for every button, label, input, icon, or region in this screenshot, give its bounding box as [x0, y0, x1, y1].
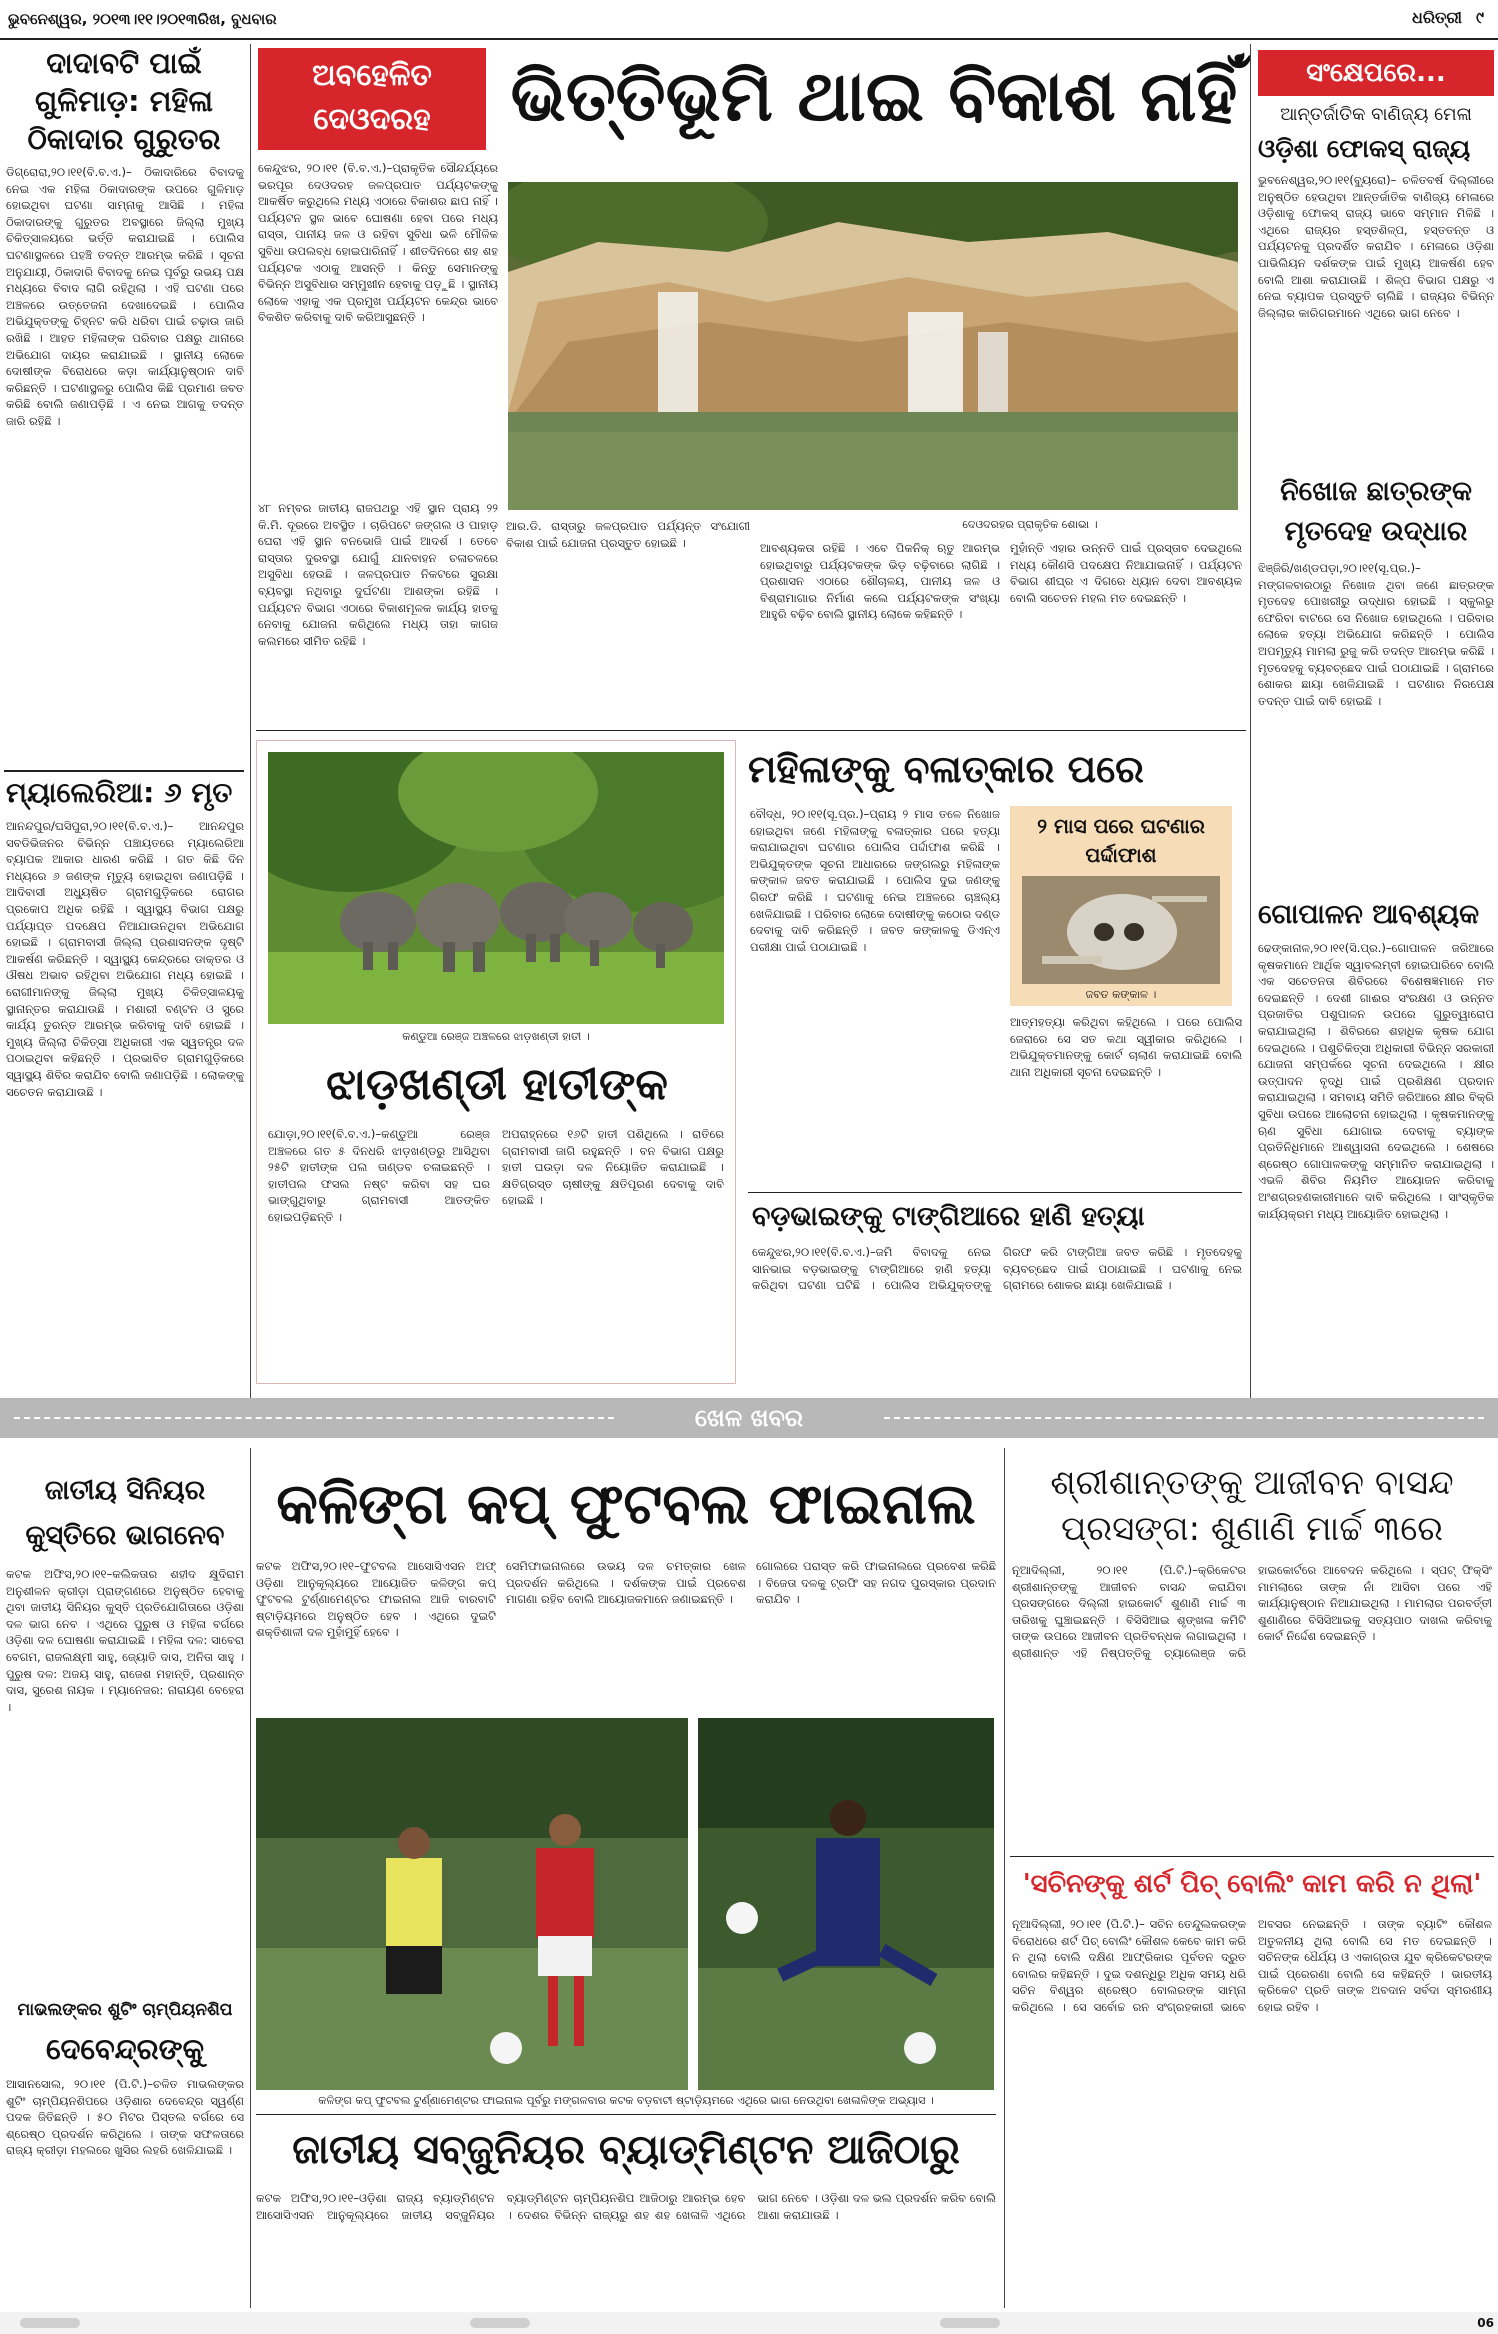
- wrestling-body: କଟକ ଅଫିସ,୨୦।୧୧–କଲିକତାର ଶହୀଦ କ୍ଷୁଦିରାମ ଅନୁଶୀଳନ କ୍ରୀଡ଼ା ପ୍ରାଙ୍ଗଣରେ ଅନୁଷ୍ଠିତ ହେବାକୁ ଥିବା ଜାତୀୟ ସିନିୟର କୁସ୍ତି ପ୍ରତିଯୋଗିତାରେ ଓଡ଼ିଶା ଦଳ ଭାଗ ନେବ । ଏଥିରେ ପୁରୁଷ ଓ ମହିଳା ବର୍ଗରେ ଓଡ଼ିଶା ଦଳ ଘୋଷଣା କରାଯାଇଛି । ମହିଳା ଦଳ: ସାବେରା ବେଗମ, ରାଜଲକ୍ଷ୍ମୀ ସାହୁ, ଜ୍ୟୋତି ଦାସ, ଅନିତା ସାହୁ । ପୁରୁଷ ଦଳ: ଅଜୟ ସାହୁ, ରାଜେଶ ମହାନ୍ତି, ପ୍ରଶାନ୍ତ ଦାସ, ସୁରେଶ ନାୟକ । ମ୍ୟାନେଜର: ନାରାୟଣ ବେହେରା ।: [6, 1567, 244, 1714]
- elephant-image: [268, 752, 724, 1024]
- elephant-caption: କଣ୍ଡୁଆ ରେଞ୍ଜ ଅଞ୍ଚଳରେ ଝାଡ଼ଖଣ୍ଡୀ ହାତୀ ।: [402, 1030, 590, 1043]
- sports-right-separator: [1004, 1448, 1005, 2308]
- malaria-body: ଆନନ୍ଦପୁର/ଘସିପୁରା,୨୦।୧୧(ବି.ବ.ଏ.)– ଆନନ୍ଦପୁର ସବଡିଭିଜନର ବିଭିନ୍ନ ପଞ୍ଚାୟତରେ ମ୍ୟାଲେରିଆ ବ୍ୟାପକ ଆକାର ଧାରଣ କରିଛି । ଗତ କିଛି ଦିନ ମଧ୍ୟରେ ୬ ଜଣଙ୍କ ମୃତ୍ୟୁ ହୋଇଥିବା ଜଣାପଡ଼ିଛି । ଆଦିବାସୀ ଅଧ୍ୟୁଷିତ ଗ୍ରାମଗୁଡ଼ିକରେ ରୋଗର ପ୍ରକୋପ ଅଧିକ ରହିଛି । ସ୍ୱାସ୍ଥ୍ୟ ବିଭାଗ ପକ୍ଷରୁ ପର୍ଯ୍ୟାପ୍ତ ପଦକ୍ଷେପ ନିଆଯାଉନଥିବା ଅଭିଯୋଗ ହୋଇଛି । ଗ୍ରାମବାସୀ ଜିଲ୍ଲା ପ୍ରଶାସନଙ୍କ ଦୃଷ୍ଟି ଆକର୍ଷଣ କରିଛନ୍ତି । ସ୍ୱାସ୍ଥ୍ୟ କେନ୍ଦ୍ରରେ ଡାକ୍ତର ଓ ଔଷଧ ଅଭାବ ରହିଥିବା ଅଭିଯୋଗ ମଧ୍ୟ ହୋଇଛି । ରୋଗୀମାନଙ୍କୁ ଜିଲ୍ଲା ମୁଖ୍ୟ ଚିକିତ୍ସାଳୟକୁ ସ୍ଥାନାନ୍ତର କରାଯାଉଛି । ମଶାରୀ ବଣ୍ଟନ ଓ ସ୍ପ୍ରେ କାର୍ଯ୍ୟ ତୁରନ୍ତ ଆରମ୍ଭ କରିବାକୁ ଦାବି ହୋଇଛି । ମୁଖ୍ୟ ଜିଲ୍ଲା ଚିକିତ୍ସା ଅଧିକାରୀ ଏକ ସ୍ୱତନ୍ତ୍ର ଦଳ ପଠାଇଥିବା କହିଛନ୍ତି । ପ୍ରଭାବିତ ଗ୍ରାମଗୁଡ଼ିକରେ ସ୍ୱାସ୍ଥ୍ୟ ଶିବିର କରାଯିବ ବୋଲି ଜଣାପଡ଼ିଛି । ଲୋକଙ୍କୁ ସଚେତନ କରାଯାଉଛି ।: [6, 819, 244, 1099]
- sports-left-separator: [250, 1448, 251, 2308]
- sports-banner-dash-left: [14, 1417, 614, 1419]
- football-photo-left: [256, 1718, 688, 2090]
- footer-page-number: 06: [1477, 2316, 1494, 2330]
- footer-tab-2: [470, 2318, 530, 2328]
- masthead-rule: [0, 38, 1498, 40]
- badminton-body: କଟକ ଅଫିସ,୨୦।୧୧–ଓଡ଼ିଶା ରାଜ୍ୟ ବ୍ୟାଡ୍ମିଣ୍ଟନ ଆସୋସିଏସନ ଆନୁକୂଲ୍ୟରେ ଜାତୀୟ ସବ୍‌ଜୁନିୟର ବ୍ୟାଡ୍ମିଣ୍ଟନ ଚାମ୍ପିୟନଶିପ ଆଜିଠାରୁ ଆରମ୍ଭ ହେବ । ଦେଶର ବିଭିନ୍ନ ରାଜ୍ୟରୁ ଶହ ଶହ ଖେଳାଳି ଏଥିରେ ଭାଗ ନେବେ । ଓଡ଼ିଶା ଦଳ ଭଲ ପ୍ରଦର୍ଶନ କରିବ ବୋଲି ଆଶା କରାଯାଉଛି ।: [256, 2191, 996, 2222]
- missing-student-headline: ନିଖୋଜ ଛାତ୍ରଙ୍କ ମୃତଦେହ ଉଦ୍ଧାର: [1280, 476, 1472, 547]
- sreesanth-headline: ଶ୍ରୀଶାନ୍ତଙ୍କୁ ଆଜୀବନ ବାସନ୍ଦ ପ୍ରସଙ୍ଗ: ଶୁଣାଣି ମାର୍ଚ୍ଚ ୩ରେ: [1050, 1463, 1454, 1549]
- rape-body-col2: ଆତ୍ମହତ୍ୟା କରିଥିବା କହିଥିଲେ । ପରେ ପୋଲିସ ଜେରାରେ ସେ ସତ କଥା ସ୍ୱୀକାର କରିଥିଲେ । ଅଭିଯୁକ୍ତମାନଙ୍କୁ କୋର୍ଟ ଚାଲାଣ କରାଯାଇଛି ବୋଲି ଥାନା ଅଧିକାରୀ ସୂଚନା ଦେଇଛନ୍ତି ।: [1010, 1015, 1242, 1079]
- sports-banner-text: ଖେଳ ଖବର: [694, 1404, 804, 1432]
- rape-inset: [1010, 806, 1232, 1006]
- odisha-focus-headline: ଓଡ଼ିଶା ଫୋକସ୍ ରାଜ୍ୟ: [1258, 134, 1471, 163]
- lead-bottom-rule: [256, 730, 1246, 731]
- malaria-headline: ମ୍ୟାଲେରିଆ: ୬ ମୃତ: [6, 776, 233, 809]
- kalinga-body-col3: ଗୋଲରେ ପରାସ୍ତ କରି ଫାଇନାଲରେ ପ୍ରବେଶ କରିଛି । ବିଜେତା ଦଳକୁ ଟ୍ରଫି ସହ ନଗଦ ପୁରସ୍କାର ପ୍ରଦାନ କରାଯିବ ।: [756, 1559, 996, 1607]
- page-number-top: ୯: [1476, 8, 1484, 27]
- sreesanth-body: ନୂଆଦିଲ୍ଲୀ, ୨୦।୧୧ (ପି.ଟି.)–କ୍ରିକେଟର ଶ୍ରୀଶାନ୍ତଙ୍କୁ ଆଜୀବନ ବାସନ୍ଦ କରାଯିବା ପ୍ରସଙ୍ଗରେ ଦିଲ୍ଲୀ ହାଇକୋର୍ଟ ଶୁଣାଣି ମାର୍ଚ୍ଚ ୩ ତାରିଖକୁ ଘୁଞ୍ଚାଇଛନ୍ତି । ବିସିସିଆଇ ଶୃଙ୍ଖଳା କମିଟି ତାଙ୍କ ଉପରେ ଆଜୀବନ ପ୍ରତିବନ୍ଧକ ଲଗାଇଥିଲା । ଶ୍ରୀଶାନ୍ତ ଏହି ନିଷ୍ପତ୍ତିକୁ ଚ୍ୟାଲେଞ୍ଜ କରି ହାଇକୋର୍ଟରେ ଆବେଦନ କରିଥିଲେ । ସ୍ପଟ୍ ଫିକ୍ସିଂ ମାମଲାରେ ତାଙ୍କ ନାଁ ଆସିବା ପରେ ଏହି କାର୍ଯ୍ୟାନୁଷ୍ଠାନ ନିଆଯାଇଥିଲା । ମାମଲାର ପରବର୍ତ୍ତୀ ଶୁଣାଣିରେ ବିସିସିଆଇକୁ ସତ୍ୟପାଠ ଦାଖଲ କରିବାକୁ କୋର୍ଟ ନିର୍ଦ୍ଦେଶ ଦେଇଛନ୍ତି ।: [1012, 1563, 1492, 1660]
- badminton-headline: ଜାତୀୟ ସବ୍‌ଜୁନିୟର ବ୍ୟାଡ୍ମିଣ୍ଟନ ଆଜିଠାରୁ: [292, 2127, 960, 2173]
- lead-kicker-box: [258, 48, 486, 150]
- footer-tab-3: [940, 2318, 1000, 2328]
- left-top-headline: ଦାଦାବଟି ପାଇଁ ଗୁଳିମାଡ଼: ମହିଳା ଠିକାଦାର ଗୁରୁତର: [27, 46, 221, 156]
- cow-rearing-body: ଢେଙ୍କାନାଳ,୨୦।୧୧(ସି.ପ୍ର.)–ଗୋପାଳନ ଜରିଆରେ କୃଷକମାନେ ଆର୍ଥିକ ସ୍ୱାବଲମ୍ବୀ ହୋଇପାରିବେ ବୋଲି ଏକ ସଚେତନତା ଶିବିରରେ ବିଶେଷଜ୍ଞମାନେ ମତ ଦେଇଛନ୍ତି । ଦେଶୀ ଗାଈର ସଂରକ୍ଷଣ ଓ ଉନ୍ନତ ପ୍ରଜାତିର ପଶୁପାଳନ ଉପରେ ଗୁରୁତ୍ୱାରୋପ କରାଯାଇଥିଲା । ଶିବିରରେ ଶହାଧିକ କୃଷକ ଯୋଗ ଦେଇଥିଲେ । ପଶୁଚିକିତ୍ସା ଅଧିକାରୀ ବିଭିନ୍ନ ସରକାରୀ ଯୋଜନା ସମ୍ପର୍କରେ ସୂଚନା ଦେଇଥିଲେ । କ୍ଷୀର ଉତ୍ପାଦନ ବୃଦ୍ଧି ପାଇଁ ପ୍ରଶିକ୍ଷଣ ପ୍ରଦାନ କରାଯାଇଥିଲା । ସମବାୟ ସମିତି ଜରିଆରେ କ୍ଷୀର ବିକ୍ରି ସୁବିଧା ଉପରେ ଆଲୋଚନା ହୋଇଥିଲା । କୃଷକମାନଙ୍କୁ ଋଣ ସୁବିଧା ଯୋଗାଇ ଦେବାକୁ ବ୍ୟାଙ୍କ ପ୍ରତିନିଧିମାନେ ଆଶ୍ୱାସନା ଦେଇଥିଲେ । ଶେଷରେ ଶ୍ରେଷ୍ଠ ଗୋପାଳକଙ୍କୁ ସମ୍ମାନିତ କରାଯାଇଥିଲା । ଏଭଳି ଶିବିର ନିୟମିତ ଆୟୋଜନ କରିବାକୁ ଅଂଶଗ୍ରହଣକାରୀମାନେ ଦାବି କରିଥିଲେ । ସାଂସ୍କୃତିକ କାର୍ଯ୍ୟକ୍ରମ ମଧ୍ୟ ଆୟୋଜିତ ହୋଇଥିଲା ।: [1258, 941, 1494, 1221]
- football-caption: କଳିଙ୍ଗ କପ୍ ଫୁଟବଲ ଟୁର୍ଣ୍ଣାମେଣ୍ଟର ଫାଇନାଲ ପୂର୍ବରୁ ମଙ୍ଗଳବାର କଟକ ବଡ଼ବାଟୀ ଷ୍ଟାଡ଼ିୟମରେ ଏଥିରେ ଭାଗ ନେଉଥିବା ଖେଳାଳିଙ୍କ ଅଭ୍ୟାସ ।: [318, 2094, 934, 2107]
- elephant-headline: ଝାଡ଼ଖଣ୍ଡୀ ହାତୀଙ୍କ: [326, 1059, 668, 1110]
- lead-body-col3: ଆବଶ୍ୟକତା ରହିଛି । ଏବେ ପିକନିକ୍ ଋତୁ ଆରମ୍ଭ ହୋଇଥିବାରୁ ପର୍ଯ୍ୟଟକଙ୍କ ଭିଡ଼ ବଢ଼ିବାରେ ଲାଗିଛି । ପ୍ରଶାସନ ଏଠାରେ ଶୌଚାଳୟ, ପାନୀୟ ଜଳ ଓ ବିଶ୍ରାମାଗାର ନିର୍ମାଣ କଲେ ପର୍ଯ୍ୟଟକଙ୍କ ସଂଖ୍ୟା ଆହୁରି ବଢ଼ିବ ବୋଲି ସ୍ଥାନୀୟ ଲୋକେ କହିଛନ୍ତି ।: [760, 541, 1000, 622]
- waterfall-caption: ଦେଓଦରହର ପ୍ରାକୃତିକ ଶୋଭା ।: [962, 518, 1098, 531]
- lead-body-col4: ମୁହାଁନ୍ତି ଏହାର ଉନ୍ନତି ପାଇଁ ପ୍ରସ୍ତାବ ଦେଇଥିଲେ ମଧ୍ୟ କୌଣସି ପଦକ୍ଷେପ ନିଆଯାଇନାହିଁ । ପର୍ଯ୍ୟଟନ ବିଭାଗ ଶୀଘ୍ର ଏ ଦିଗରେ ଧ୍ୟାନ ଦେବା ଆବଶ୍ୟକ ବୋଲି ସଚେତନ ମହଲ ମତ ଦେଇଛନ୍ତି ।: [1010, 541, 1242, 605]
- right-col-separator: [1250, 44, 1251, 1398]
- sachin-body: ନୂଆଦିଲ୍ଲୀ, ୨୦।୧୧ (ପି.ଟି.)– ସଚିନ ତେନ୍ଦୁଲକରଙ୍କ ବିରୋଧରେ ଶର୍ଟ ପିଚ୍ ବୋଲିଂ କୌଶଳ କେବେ କାମ କରି ନ ଥିଲା ବୋଲି ଦକ୍ଷିଣ ଆଫ୍ରିକାର ପୂର୍ବତନ ଦ୍ରୁତ ବୋଲର କହିଛନ୍ତି । ଦୁଇ ଦଶନ୍ଧିରୁ ଅଧିକ ସମୟ ଧରି ସଚିନ ବିଶ୍ୱର ଶ୍ରେଷ୍ଠ ବୋଲରଙ୍କ ସାମ୍ନା କରିଥିଲେ । ସେ ସର୍ବୋଚ୍ଚ ରନ ସଂଗ୍ରହକାରୀ ଭାବେ ଅବସର ନେଇଛନ୍ତି । ତାଙ୍କ ବ୍ୟାଟିଂ କୌଶଳ ଅତୁଳନୀୟ ଥିଲା ବୋଲି ସେ ମତ ଦେଇଛନ୍ତି । ସଚିନଙ୍କ ଧୈର୍ଯ୍ୟ ଓ ଏକାଗ୍ରତା ଯୁବ କ୍ରିକେଟରଙ୍କ ପାଇଁ ପ୍ରେରଣା ବୋଲି ସେ କହିଛନ୍ତି । ଭାରତୀୟ କ୍ରିକେଟ ପ୍ରତି ତାଙ୍କ ଅବଦାନ ସର୍ବଦା ସ୍ମରଣୀୟ ହୋଇ ରହିବ ।: [1012, 1917, 1492, 2014]
- skull-photo: [1022, 876, 1220, 984]
- shooting-headline: ଦେବେନ୍ଦ୍ରଙ୍କୁ: [45, 2032, 205, 2066]
- lead-body-col1: କେନ୍ଦୁଝର, ୨୦।୧୧ (ବି.ବ.ଏ.)–ପ୍ରାକୃତିକ ସୌନ୍ଦର୍ଯ୍ୟରେ ଭରପୂର ଦେଓଦରହ ଜଳପ୍ରପାତ ପର୍ଯ୍ୟଟକଙ୍କୁ ଆକର୍ଷିତ କରୁଥିଲେ ମଧ୍ୟ ଏଠାରେ ବିକାଶର ଛାପ ନାହିଁ । ପର୍ଯ୍ୟଟନ ସ୍ଥଳ ଭାବେ ଘୋଷଣା ହେବା ପରେ ମଧ୍ୟ ରାସ୍ତା, ପାନୀୟ ଜଳ ଓ ରହିବା ସୁବିଧା ଭଳି ମୌଳିକ ସୁବିଧା ଉପଲବ୍ଧ ହୋଇପାରିନାହିଁ । ଶୀତଦିନରେ ଶହ ଶହ ପର୍ଯ୍ୟଟକ ଏଠାକୁ ଆସନ୍ତି । କିନ୍ତୁ ସେମାନଙ୍କୁ ବିଭିନ୍ନ ଅସୁବିଧାର ସମ୍ମୁଖୀନ ହେବାକୁ ପଡ଼ୁଛି । ସ୍ଥାନୀୟ ଲୋକେ ଏହାକୁ ଏକ ପ୍ରମୁଖ ପର୍ଯ୍ୟଟନ କେନ୍ଦ୍ର ଭାବେ ବିକଶିତ କରିବାକୁ ଦାବି କରିଆସୁଛନ୍ତି ।: [258, 161, 498, 325]
- kalinga-body-col2: ସେମିଫାଇନାଲରେ ଉଭୟ ଦଳ ଚମତ୍କାର ଖେଳ ପ୍ରଦର୍ଶନ କରିଥିଲେ । ଦର୍ଶକଙ୍କ ପାଇଁ ପ୍ରବେଶ ମାଗଣା ରହିବ ବୋଲି ଆୟୋଜକମାନେ ଜଣାଇଛନ୍ତି ।: [506, 1559, 746, 1607]
- murder-top-rule: [748, 1192, 1242, 1193]
- paper-logo: ଧରିତ୍ରୀ: [1412, 8, 1462, 27]
- sports-banner-dash-right: [884, 1417, 1484, 1419]
- elephant-photo: [268, 752, 724, 1024]
- cow-rearing-headline: ଗୋପାଳନ ଆବଶ୍ୟକ: [1258, 899, 1480, 930]
- rape-inset-caption: ଜବତ କଙ୍କାଳ ।: [1085, 988, 1157, 1001]
- sachin-top-rule: [1010, 1856, 1494, 1857]
- odisha-focus-body: ଭୁବନେଶ୍ୱର,୨୦।୧୧(ବ୍ୟୁରୋ)– ଚଳିତବର୍ଷ ଦିଲ୍ଲୀରେ ଅନୁଷ୍ଠିତ ହେଉଥିବା ଆନ୍ତର୍ଜାତିକ ବାଣିଜ୍ୟ ମେଳାରେ ଓଡ଼ିଶାକୁ ଫୋକସ୍ ରାଜ୍ୟ ଭାବେ ସମ୍ମାନ ମିଳିଛି । ଏଥିରେ ରାଜ୍ୟର ହସ୍ତଶିଳ୍ପ, ହସ୍ତତନ୍ତ ଓ ପର୍ଯ୍ୟଟନକୁ ପ୍ରଦର୍ଶିତ କରାଯିବ । ମେଳାରେ ଓଡ଼ିଶା ପାଭିଲିୟନ ଦର୍ଶକଙ୍କ ପାଇଁ ମୁଖ୍ୟ ଆକର୍ଷଣ ହେବ ବୋଲି ଆଶା କରାଯାଉଛି । ଶିଳ୍ପ ବିଭାଗ ପକ୍ଷରୁ ଏ ନେଇ ବ୍ୟାପକ ପ୍ରସ୍ତୁତି ଚାଲିଛି । ରାଜ୍ୟର ବିଭିନ୍ନ ଜିଲ୍ଲାର କାରିଗରମାନେ ଏଥିରେ ଭାଗ ନେବେ ।: [1258, 173, 1494, 320]
- masthead: [0, 0, 1498, 40]
- lead-kicker: ଅବହେଳିତ ଦେଓଦରହ: [312, 58, 432, 137]
- murder-body: କେନ୍ଦୁଝର,୨୦।୧୧(ବି.ବ.ଏ.)–ଜମି ବିବାଦକୁ ନେଇ ସାନଭାଇ ବଡ଼ଭାଇଙ୍କୁ ଟାଙ୍ଗିଆରେ ହାଣି ହତ୍ୟା କରିଥିବା ଘଟଣା ଘଟିଛି । ପୋଲିସ ଅଭିଯୁକ୍ତଙ୍କୁ ଗିରଫ କରି ଟାଙ୍ଗିଆ ଜବତ କରିଛି । ମୃତଦେହକୁ ବ୍ୟବଚ୍ଛେଦ ପାଇଁ ପଠାଯାଇଛି । ଘଟଣାକୁ ନେଇ ଗ୍ରାମରେ ଶୋକର ଛାୟା ଖେଳିଯାଇଛି ।: [752, 1245, 1242, 1293]
- kalinga-body-col1: କଟକ ଅଫିସ,୨୦।୧୧–ଫୁଟବଲ ଆସୋସିଏସନ ଅଫ୍ ଓଡ଼ିଶା ଆନୁକୂଲ୍ୟରେ ଆୟୋଜିତ କଳିଙ୍ଗ କପ୍ ଫୁଟବଲ ଟୁର୍ଣ୍ଣାମେଣ୍ଟର ଫାଇନାଲ ଆଜି ବାରବାଟି ଷ୍ଟାଡ଼ିୟମରେ ଅନୁଷ୍ଠିତ ହେବ । ଏଥିରେ ଦୁଇଟି ଶକ୍ତିଶାଳୀ ଦଳ ମୁହାଁମୁହିଁ ହେବେ ।: [256, 1559, 496, 1640]
- left-col-separator: [250, 44, 251, 1398]
- elephant-body-col2: ଅପରାହ୍ନରେ ୧୬ଟି ହାତୀ ପଶିଥିଲେ । ରାତିରେ ଗ୍ରାମବାସୀ ଜାଗି ରହୁଛନ୍ତି । ବନ ବିଭାଗ ପକ୍ଷରୁ ହାତୀ ଘଉଡ଼ା ଦଳ ନିୟୋଜିତ କରାଯାଇଛି । କ୍ଷତିଗ୍ରସ୍ତ ଚାଷୀଙ୍କୁ କ୍ଷତିପୂରଣ ଦେବାକୁ ଦାବି ହୋଇଛି ।: [502, 1127, 724, 1208]
- waterfall-photo: [508, 182, 1238, 510]
- rape-body-col1: ବୌଦ୍ଧ, ୨୦।୧୧(ସୂ.ପ୍ର.)–ପ୍ରାୟ ୨ ମାସ ତଳେ ନିଖୋଜ ହୋଇଥିବା ଜଣେ ମହିଳାଙ୍କୁ ବଳାତ୍କାର ପରେ ହତ୍ୟା କରାଯାଇଥିବା ଘଟଣାର ପୋଲିସ ପର୍ଦ୍ଦାଫାଶ କରିଛି । ଅଭିଯୁକ୍ତଙ୍କ ସୂଚନା ଆଧାରରେ ଜଙ୍ଗଲରୁ ମହିଳାଙ୍କ କଙ୍କାଳ ଜବତ କରାଯାଇଛି । ପୋଲିସ ଦୁଇ ଜଣଙ୍କୁ ଗିରଫ କରିଛି । ଘଟଣାକୁ ନେଇ ଅଞ୍ଚଳରେ ଚାଞ୍ଚଲ୍ୟ ଖେଳିଯାଇଛି । ପରିବାର ଲୋକେ ଦୋଷୀଙ୍କୁ କଠୋର ଦଣ୍ଡ ଦେବାକୁ ଦାବି କରିଛନ୍ତି । ଜବତ କଙ୍କାଳକୁ ଡିଏନ୍ଏ ପରୀକ୍ଷା ପାଇଁ ପଠାଯାଇଛି ।: [750, 807, 1000, 954]
- shooting-kicker: ମାଭଲଙ୍କର ଶୁଟିଂ ଚାମ୍ପିୟନଶିପ: [17, 2000, 233, 2020]
- left-divider-1: [4, 770, 244, 772]
- football-image-left: [256, 1718, 688, 2090]
- football-image-right: [698, 1718, 994, 2090]
- waterfall-image: [508, 182, 1238, 510]
- brief-banner-text: ସଂକ୍ଷେପରେ...: [1306, 58, 1446, 88]
- football-photo-right: [698, 1718, 994, 2090]
- lead-body-col2: ୪୮ ନମ୍ବର ଜାତୀୟ ରାଜପଥରୁ ଏହି ସ୍ଥାନ ପ୍ରାୟ ୨୨ କି.ମି. ଦୂରରେ ଅବସ୍ଥିତ । ଚାରିପଟେ ଜଙ୍ଗଲ ଓ ପାହାଡ଼ ଘେରା ଏହି ସ୍ଥାନ ବନଭୋଜି ପାଇଁ ଆଦର୍ଶ । ତେବେ ରାସ୍ତାର ଦୁରବସ୍ଥା ଯୋଗୁଁ ଯାନବାହନ ଚଳାଚଳରେ ଅସୁବିଧା ହେଉଛି । ଜଳପ୍ରପାତ ନିକଟରେ ସୁରକ୍ଷା ବ୍ୟବସ୍ଥା ନଥିବାରୁ ଦୁର୍ଘଟଣା ଆଶଙ୍କା ରହିଛି । ପର୍ଯ୍ୟଟନ ବିଭାଗ ଏଠାରେ ବିକାଶମୂଳକ କାର୍ଯ୍ୟ ହାତକୁ ନେବାକୁ ଯୋଜନା କରିଥିଲେ ମଧ୍ୟ ତାହା କାଗଜ କଲମରେ ସୀମିତ ରହିଛି ।: [258, 501, 498, 648]
- dateline: ଭୁବନେଶ୍ୱର, ୨୦୧୩।୧୧।୨୦୧୩ରିଖ, ବୁଧବାର: [8, 10, 277, 28]
- murder-headline: ବଡ଼ଭାଇଙ୍କୁ ଟାଙ୍ଗିଆରେ ହାଣି ହତ୍ୟା: [752, 1201, 1145, 1232]
- sachin-headline: 'ସଚିନଙ୍କୁ ଶର୍ଟ ପିଚ୍ ବୋଲିଂ କାମ କରି ନ ଥିଲା': [1022, 1869, 1482, 1899]
- left-top-body: ଡିଗ୍ରୋରା,୨୦।୧୧(ବି.ବ.ଏ.)– ଠିକାଦାରିରେ ବିବାଦକୁ ନେଇ ଏକ ମହିଳା ଠିକାଦାରଙ୍କ ଉପରେ ଗୁଳିମାଡ଼ ହୋଇଥିବା ଘଟଣା ସାମ୍ନାକୁ ଆସିଛି । ମହିଳା ଠିକାଦାରଙ୍କୁ ଗୁରୁତର ଅବସ୍ଥାରେ ଜିଲ୍ଲା ମୁଖ୍ୟ ଚିକିତ୍ସାଳୟରେ ଭର୍ତ୍ତି କରାଯାଇଛି । ପୋଲିସ ଘଟଣାସ୍ଥଳରେ ପହଞ୍ଚି ତଦନ୍ତ ଆରମ୍ଭ କରିଛି । ସୂଚନା ଅନୁଯାୟୀ, ଠିକାଦାରି ବିବାଦକୁ ନେଇ ପୂର୍ବରୁ ଉଭୟ ପକ୍ଷ ମଧ୍ୟରେ ବିବାଦ ଲାଗି ରହିଥିଲା । ଏହି ଘଟଣା ପରେ ଅଞ୍ଚଳରେ ଉତ୍ତେଜନା ଦେଖାଦେଇଛି । ପୋଲିସ ଅଭିଯୁକ୍ତଙ୍କୁ ଚିହ୍ନଟ କରି ଧରିବା ପାଇଁ ଚଢ଼ାଉ ଜାରି ରଖିଛି । ଆହତ ମହିଳାଙ୍କ ପରିବାର ପକ୍ଷରୁ ଥାନାରେ ଅଭିଯୋଗ ଦାୟର କରାଯାଇଛି । ସ୍ଥାନୀୟ ଲୋକେ ଦୋଷୀଙ୍କ ବିରୋଧରେ କଡ଼ା କାର୍ଯ୍ୟାନୁଷ୍ଠାନ ଦାବି କରିଛନ୍ତି । ଘଟଣାସ୍ଥଳରୁ ପୋଲିସ କିଛି ପ୍ରମାଣ ଜବତ କରିଛି ବୋଲି ଜଣାପଡ଼ିଛି । ଏ ନେଇ ଆଗକୁ ତଦନ୍ତ ଜାରି ରହିଛି ।: [6, 165, 244, 428]
- footer-bar: [0, 2312, 1498, 2334]
- rape-headline: ମହିଳାଙ୍କୁ ବଳାତ୍କାର ପରେ: [748, 747, 1144, 791]
- rape-inset-title: ୨ ମାସ ପରେ ଘଟଣାର ପର୍ଦ୍ଦାଫାଶ: [1037, 814, 1205, 867]
- brief-banner: [1258, 50, 1494, 96]
- badminton-top-rule: [256, 2114, 996, 2115]
- sports-banner: [0, 1398, 1498, 1438]
- waterfall-caption-left: ଆର.ଡି. ରାସ୍ତାରୁ ଜଳପ୍ରପାତ ପର୍ଯ୍ୟନ୍ତ ସଂଯୋଗୀ ବିକାଶ ପାଇଁ ଯୋଜନା ପ୍ରସ୍ତୁତ ହୋଇଛି ।: [506, 519, 750, 550]
- trade-fair-kicker: ଆନ୍ତର୍ଜାତିକ ବାଣିଜ୍ୟ ମେଳା: [1280, 104, 1472, 125]
- wrestling-headline: ଜାତୀୟ ସିନିୟର କୁସ୍ତିରେ ଭାଗନେବ: [25, 1475, 225, 1551]
- elephant-body-col1: ଯୋଡ଼ା,୨୦।୧୧(ବି.ବ.ଏ.)–କଣ୍ଡୁଆ ରେଞ୍ଜ ଅଞ୍ଚଳରେ ଗତ ୫ ଦିନଧରି ଝାଡ଼ଖଣ୍ଡରୁ ଆସିଥିବା ୨୫ଟି ହାତୀଙ୍କ ପଲ ତାଣ୍ଡବ ଚଳାଇଛନ୍ତି । ହାତୀପଲ ଫସଲ ନଷ୍ଟ କରିବା ସହ ଘର ଭାଙ୍ଗୁଥିବାରୁ ଗ୍ରାମବାସୀ ଆତଙ୍କିତ ହୋଇପଡ଼ିଛନ୍ତି ।: [268, 1127, 490, 1224]
- lead-headline: ଭିତ୍ତିଭୂମି ଥାଇ ବିକାଶ ନାହିଁ: [510, 55, 1238, 137]
- kalinga-headline: କଳିଙ୍ଗ କପ୍ ଫୁଟବଲ ଫାଇନାଲ: [276, 1472, 976, 1537]
- shooting-body: ଆସାନସୋଲ, ୨୦।୧୧ (ପି.ଟି.)–ଚଳିତ ମାଭଲଙ୍କର ଶୁଟିଂ ଚାମ୍ପିୟନଶିପରେ ଓଡ଼ିଶାର ଦେବେନ୍ଦ୍ର ସ୍ୱର୍ଣ୍ଣ ପଦକ ଜିତିଛନ୍ତି । ୫୦ ମିଟର ପିସ୍ତଲ ବର୍ଗରେ ସେ ଶ୍ରେଷ୍ଠ ପ୍ରଦର୍ଶନ କରିଥିଲେ । ତାଙ୍କ ସଫଳତାରେ ରାଜ୍ୟ କ୍ରୀଡ଼ା ମହଲରେ ଖୁସିର ଲହରି ଖେଳିଯାଇଛି ।: [6, 2077, 244, 2158]
- footer-tab-1: [20, 2318, 80, 2328]
- missing-student-body: ଝିଞ୍ଜିରି/ଖଣ୍ଡପଡ଼ା,୨୦।୧୧(ସୂ.ପ୍ର.)– ମଙ୍ଗଳବାରଠାରୁ ନିଖୋଜ ଥିବା ଜଣେ ଛାତ୍ରଙ୍କ ମୃତଦେହ ପୋଖରୀରୁ ଉଦ୍ଧାର ହୋଇଛି । ସ୍କୁଲରୁ ଫେରିବା ବାଟରେ ସେ ନିଖୋଜ ହୋଇଥିଲେ । ପରିବାର ଲୋକେ ହତ୍ୟା ଅଭିଯୋଗ କରିଛନ୍ତି । ପୋଲିସ ଅପମୃତ୍ୟୁ ମାମଲା ରୁଜୁ କରି ତଦନ୍ତ ଆରମ୍ଭ କରିଛି । ମୃତଦେହକୁ ବ୍ୟବଚ୍ଛେଦ ପାଇଁ ପଠାଯାଇଛି । ଗ୍ରାମରେ ଶୋକର ଛାୟା ଖେଳିଯାଇଛି । ଘଟଣାର ନିରପେକ୍ଷ ତଦନ୍ତ ପାଇଁ ଦାବି ହୋଇଛି ।: [1258, 561, 1494, 708]
